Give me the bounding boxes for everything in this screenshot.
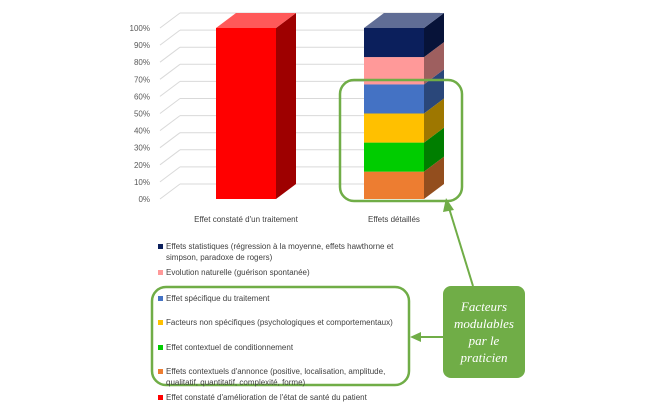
y-tick-label: 40% — [133, 126, 150, 136]
gridline-depth — [160, 99, 180, 114]
x-axis — [194, 215, 420, 224]
y-axis — [130, 24, 150, 204]
legend-swatch — [158, 345, 163, 350]
bars — [216, 13, 444, 199]
y-tick-label: 80% — [133, 58, 150, 68]
legend-swatch — [158, 320, 163, 325]
legend-label: Effets contextuels d'annonce (positive, localisation, amplitude, qualitatif, quantitatif, complexité, forme) — [166, 367, 386, 387]
legend-item — [158, 366, 403, 388]
legend-label: Effets statistiques (régression à la moyenne, effets hawthorne et simpson, paradoxe de rogers) — [166, 242, 394, 262]
legend-label: Facteurs non spécifiques (psychologiques et comportementaux) — [166, 318, 393, 327]
gridline-depth — [160, 30, 180, 45]
legend-swatch — [158, 369, 163, 374]
bar-side — [276, 13, 296, 199]
x-tick-label: Effet constaté d'un traitement — [194, 215, 298, 224]
bar-front — [364, 84, 424, 113]
gridline-depth — [160, 150, 180, 165]
legend-swatch — [158, 296, 163, 301]
legend-label: Evolution naturelle (guérison spontanée) — [166, 268, 310, 277]
bar-front — [216, 28, 276, 199]
gridline-depth — [160, 184, 180, 199]
legend-item — [158, 293, 488, 304]
gridline-depth — [160, 64, 180, 79]
y-tick-label: 60% — [133, 92, 150, 102]
bar-front — [364, 114, 424, 143]
y-tick-label: 90% — [133, 41, 150, 51]
legend-item — [158, 342, 488, 353]
bar-front — [364, 143, 424, 172]
legend-label: Effet constaté d'amélioration de l'état de santé du patient — [166, 393, 367, 402]
bar-front — [364, 172, 424, 199]
legend-swatch — [158, 270, 163, 275]
callout-text: Facteurs modulables par le praticien — [454, 299, 514, 365]
bar-segment — [216, 13, 296, 199]
y-tick-label: 20% — [133, 160, 150, 170]
y-tick-label: 30% — [133, 143, 150, 153]
legend-label: Effet contextuel de conditionnement — [166, 343, 294, 352]
arrow-head — [410, 332, 421, 342]
bar-front — [364, 28, 424, 57]
gridline-depth — [160, 81, 180, 96]
gridline-depth — [160, 133, 180, 148]
y-tick-label: 70% — [133, 75, 150, 85]
y-tick-label: 100% — [129, 24, 150, 33]
legend-label: Effet spécifique du traitement — [166, 294, 270, 303]
legend-item — [158, 241, 403, 263]
x-tick-label: Effets détaillés — [368, 215, 420, 224]
callout-box — [443, 286, 525, 378]
gridline-depth — [160, 116, 180, 131]
y-tick-label: 0% — [138, 195, 150, 204]
gridline-depth — [160, 47, 180, 62]
gridline-depth — [160, 167, 180, 182]
legend-item — [158, 267, 488, 278]
bar-segment — [364, 13, 444, 57]
legend-item — [158, 392, 488, 403]
legend-item — [158, 317, 488, 328]
y-tick-label: 50% — [133, 109, 150, 119]
y-tick-label: 10% — [133, 177, 150, 187]
legend-swatch — [158, 395, 163, 400]
legend-swatch — [158, 244, 163, 249]
gridline-depth — [160, 13, 180, 28]
